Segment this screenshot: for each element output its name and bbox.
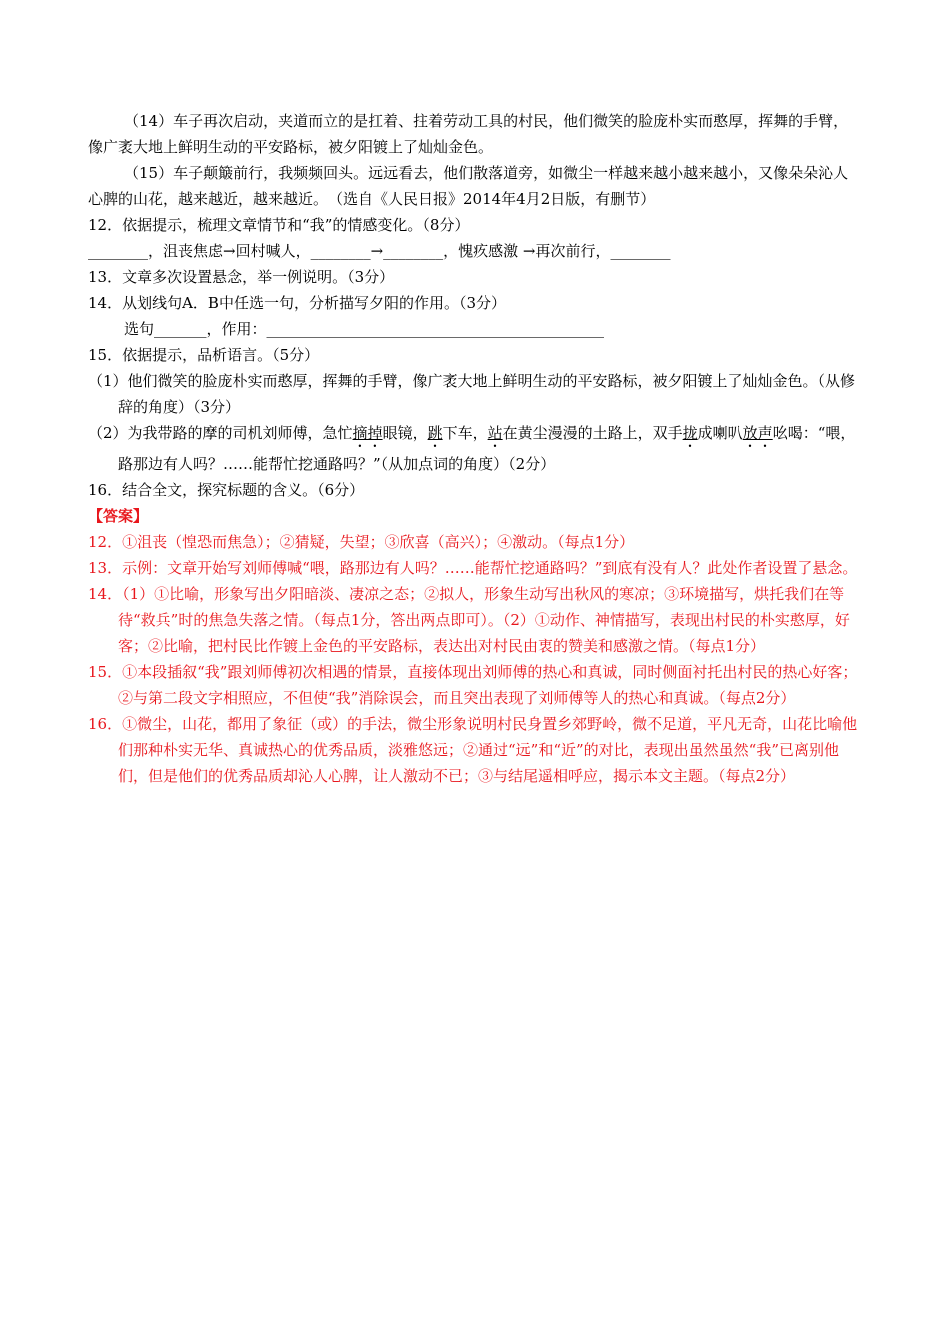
blank-4[interactable]: ________	[610, 242, 671, 260]
answer-16: 16．①微尘，山花，都用了象征（或）的手法，微尘形象说明村民身置乡郊野岭，微不足道，平凡无奇，山花比喻他们那种朴实无华、真诚热心的优秀品质，淡雅悠远；②通过“远”和“近”的对比，表现出虽然虽然“我”已离别他们，但是他们的优秀品质却沁人心脾，让人激动不已；③与结尾遥相呼应，揭示本文主题。（每点2分）	[88, 715, 858, 785]
effect-label: ，作用：	[206, 320, 267, 338]
q15-sub2-text-b: 眼镜，	[382, 424, 428, 442]
answer-14: 14．（1）①比喻，形象写出夕阳暗淡、凄凉之态；②拟人，形象生动写出秋风的寒凉；③环境描写，烘托我们在等待“救兵”时的焦急失落之情。（每点1分，答出两点即可）。（2）①动作、神情描写，表现出村民的朴实憨厚，好客；②比喻，把村民比作镀上金色的平安路标，表达出对村民由衷的赞美和感激之情。（每点1分）	[88, 585, 850, 655]
q15-sub2-text-e: 成喇叭	[697, 424, 743, 442]
blank-2[interactable]: ________	[310, 242, 371, 260]
question-12: 12．依据提示，梳理文章情节和“我”的情感变化。（8分）	[88, 216, 470, 234]
question-15-sub1: （1）他们微笑的脸庞朴实而憨厚，挥舞的手臂，像广袤大地上鲜明生动的平安路标，被夕阳镀上了灿灿金色。（从修辞的角度）（3分）	[88, 372, 856, 416]
dotted-word-zhaidiao: 摘掉	[352, 424, 383, 442]
q15-sub2-text-d: 在黄尘漫漫的土路上，双手	[502, 424, 683, 442]
dotted-word-fangsheng: 放声	[742, 424, 773, 442]
question-14-fill-line	[88, 316, 863, 342]
story-paragraph-14: （14）车子再次启动，夹道而立的是扛着、拄着劳动工具的村民，他们微笑的脸庞朴实而憨厚，挥舞的手臂，像广袤大地上鲜明生动的平安路标，被夕阳镀上了灿灿金色。	[88, 112, 849, 156]
q12-part1: ，沮丧焦虑→回村喊人，	[148, 242, 311, 260]
story-paragraph-15: （15）车子颠簸前行，我频频回头。远远看去，他们散落道旁，如微尘一样越来越小越来越小，又像朵朵沁人心脾的山花，越来越近，越来越近。 （选自《人民日报》2014年4月2日版，有删节）	[88, 164, 849, 208]
question-13: 13．文章多次设置悬念，举一例说明。（3分）	[88, 268, 395, 286]
question-15-sub2	[88, 420, 863, 477]
question-15: 15．依据提示，品析语言。（5分）	[88, 346, 320, 364]
document-page	[88, 108, 863, 789]
answer-13: 13．示例：文章开始写刘师傅喊“喂，路那边有人吗？……能帮忙挖通路吗？”到底有没有人？此处作者设置了悬念。	[88, 559, 858, 577]
answer-heading: 【答案】	[88, 507, 149, 525]
effect-blank[interactable]: _____________________________________________	[266, 320, 605, 338]
question-12-fill-line	[88, 238, 863, 264]
question-14: 14．从划线句A．B中任选一句，分析描写夕阳的作用。（3分）	[88, 294, 506, 312]
choose-label: 选句	[124, 320, 155, 338]
dotted-word-long: 拢	[682, 424, 698, 442]
question-16: 16．结合全文，探究标题的含义。（6分）	[88, 481, 365, 499]
dotted-word-zhan: 站	[487, 424, 503, 442]
q15-sub2-text-c: 下车，	[442, 424, 488, 442]
blank-3[interactable]: ________	[383, 242, 444, 260]
q15-sub2-text-f: 吆喝：“喂，路那边有人吗？……能帮忙挖通路吗？”（从加点词的角度）（2分）	[118, 424, 856, 473]
answer-15: 15．①本段插叙“我”跟刘师傅初次相遇的情景，直接体现出刘师傅的热心和真诚，同时侧面衬托出村民的热心好客；②与第二段文字相照应，不但使“我”消除误会，而且突出表现了刘师傅等人的热心和真诚。（每点2分）	[88, 663, 858, 707]
dotted-word-tiao: 跳	[427, 424, 443, 442]
choose-blank[interactable]: _______	[154, 320, 207, 338]
answer-12: 12．①沮丧（惶恐而焦急）；②猜疑，失望；③欣喜（高兴）；④激动。（每点1分）	[88, 533, 635, 551]
blank-1[interactable]: ________	[88, 242, 148, 260]
q15-sub2-text-a: （2）为我带路的摩的司机刘师傅，急忙	[88, 424, 353, 442]
arrow-icon: →	[370, 242, 384, 260]
q12-part2: ，愧疚感激 →再次前行，	[443, 242, 611, 260]
